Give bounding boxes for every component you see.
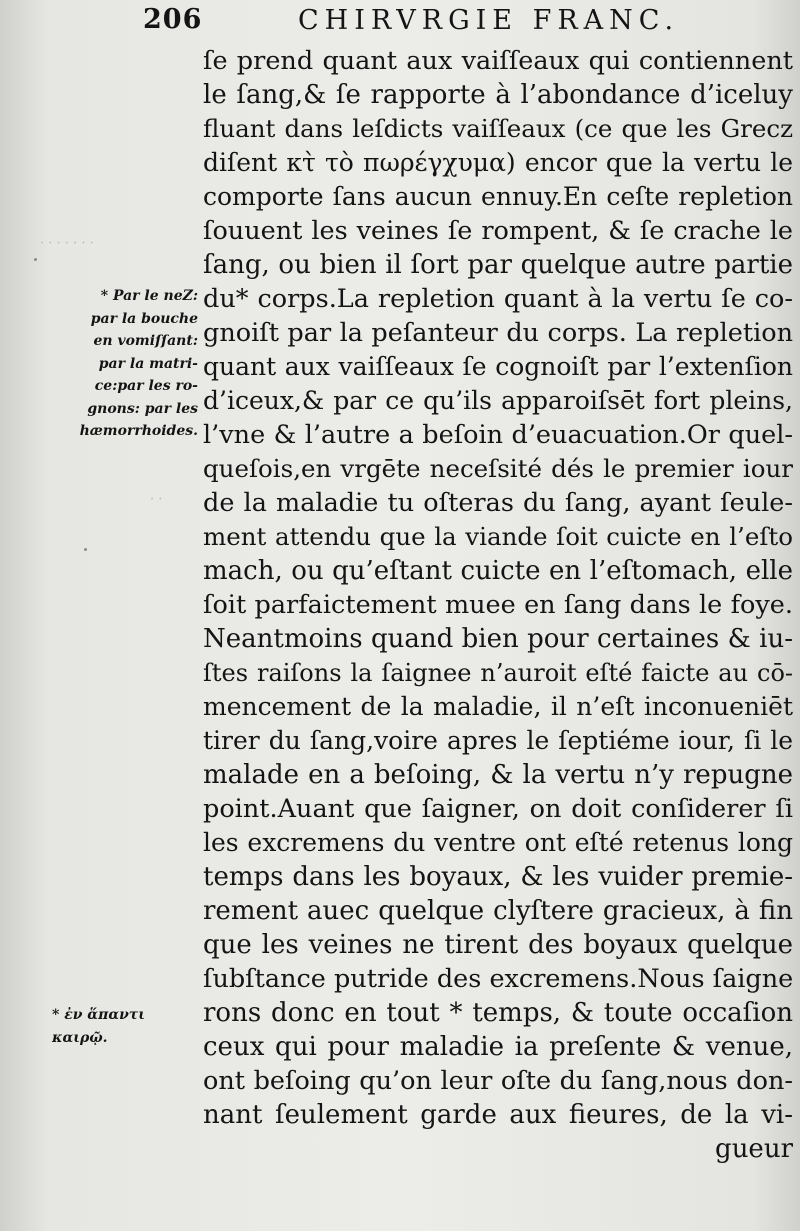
text-line: l’vne & l’autre a beſoin d’euacuation.Or quel- <box>203 420 793 450</box>
text-line: ſe prend quant aux vaiſſeaux qui contiennent <box>203 46 793 76</box>
text-line: quant aux vaiſſeaux ſe cognoiſt par l’extenſion <box>203 352 793 381</box>
text-line: que les veines ne tirent des boyaux quelque <box>203 930 793 960</box>
catchword: gueur <box>715 1134 793 1164</box>
margin-note-greek <box>52 1004 202 1049</box>
text-line: ſang, ou bien il ſort par quelque autre partie <box>203 250 793 280</box>
text-line: diſent κτ̀ τὸ πωρέγχυμα) encor que la vertu le <box>203 148 793 177</box>
text-line: de la maladie tu oſteras du ſang, ayant ſeule- <box>203 488 793 518</box>
text-line: temps dans les boyaux, & les vuider premie- <box>203 862 793 892</box>
margin-note-line: ce:par les ro- <box>94 378 198 394</box>
text-line: gnoiſt par la peſanteur du corps. La repletion <box>203 318 793 348</box>
text-line: ſtes raiſons la ſaignee n’auroit eſté faicte au cō- <box>203 659 793 687</box>
text-line: fluant dans leſdicts vaiſſeaux (ce que les Grecz <box>203 114 793 143</box>
margin-note-line: * Par le neZ: <box>100 288 198 304</box>
margin-note-line: * ἐν ἅπαντι <box>52 1007 145 1023</box>
text-line: Neantmoins quand bien pour certaines & iu- <box>203 624 793 654</box>
margin-note-line: en vomiſſant: <box>93 333 198 349</box>
text-line: le ſang,& ſe rapporte à l’abondance d’iceluy <box>203 80 793 110</box>
text-line: mencement de la maladie, il n’eſt inconueniēt <box>203 692 793 721</box>
text-line: point.Auant que ſaigner, on doit conſiderer ſi <box>203 794 793 824</box>
running-title: CHIRVRGIE FRANC. <box>298 5 680 36</box>
text-line: du* corps.La repletion quant à la vertu ſe co- <box>203 284 793 314</box>
margin-note-line: hæmorrhoides. <box>79 423 198 439</box>
text-line: mach, ou qu’eſtant cuicte en l’eſtomach, elle <box>203 556 793 586</box>
bleed-through-mark: · · <box>150 492 163 507</box>
margin-note-bleeding-sites <box>48 285 198 443</box>
page-number: 206 <box>143 4 203 35</box>
text-line: nant ſeulement garde aux fieures, de la vi- <box>203 1100 793 1130</box>
margin-note-line: καιρῷ. <box>52 1029 108 1046</box>
body-text <box>203 44 793 1166</box>
text-line: queſois,en vrgēte neceſsité dés le premier iour <box>203 454 793 483</box>
bleed-through-mark: · · · · · · · <box>40 236 94 251</box>
text-line: rement auec quelque clyſtere gracieux, à fin <box>203 896 793 926</box>
text-line: rons donc en tout * temps, & toute occaſion <box>203 998 793 1028</box>
text-line: comporte ſans aucun ennuy.En ceſte repletion <box>203 182 793 211</box>
text-line: ſubſtance putride des excremens.Nous ſaigne <box>203 964 793 994</box>
text-line: ceux qui pour maladie ia preſente & venue, <box>203 1032 793 1062</box>
margin-note-line: gnons: par les <box>87 400 198 417</box>
ink-speck <box>34 258 37 261</box>
text-line: ont beſoing qu’on leur oſte du ſang,nous don- <box>203 1066 793 1096</box>
page-header <box>0 4 800 44</box>
text-line: d’iceux,& par ce qu’ils apparoiſsēt fort pleins, <box>203 386 793 415</box>
text-line: les excremens du ventre ont eſté retenus long <box>203 828 793 857</box>
text-line: ment attendu que la viande ſoit cuicte en l’eſto <box>203 522 793 551</box>
text-line: tirer du ſang,voire apres le ſeptiéme iour, ſi le <box>203 726 793 755</box>
text-line: ſoit parfaictement muee en ſang dans le foye. <box>203 590 793 620</box>
text-line: malade en a beſoing, & la vertu n’y repugne <box>203 760 793 790</box>
ink-speck <box>84 548 87 551</box>
margin-note-line: par la matri- <box>98 355 198 372</box>
margin-note-line: par la bouche <box>90 310 198 327</box>
text-line: ſouuent les veines ſe rompent, & ſe crache le <box>203 216 793 246</box>
